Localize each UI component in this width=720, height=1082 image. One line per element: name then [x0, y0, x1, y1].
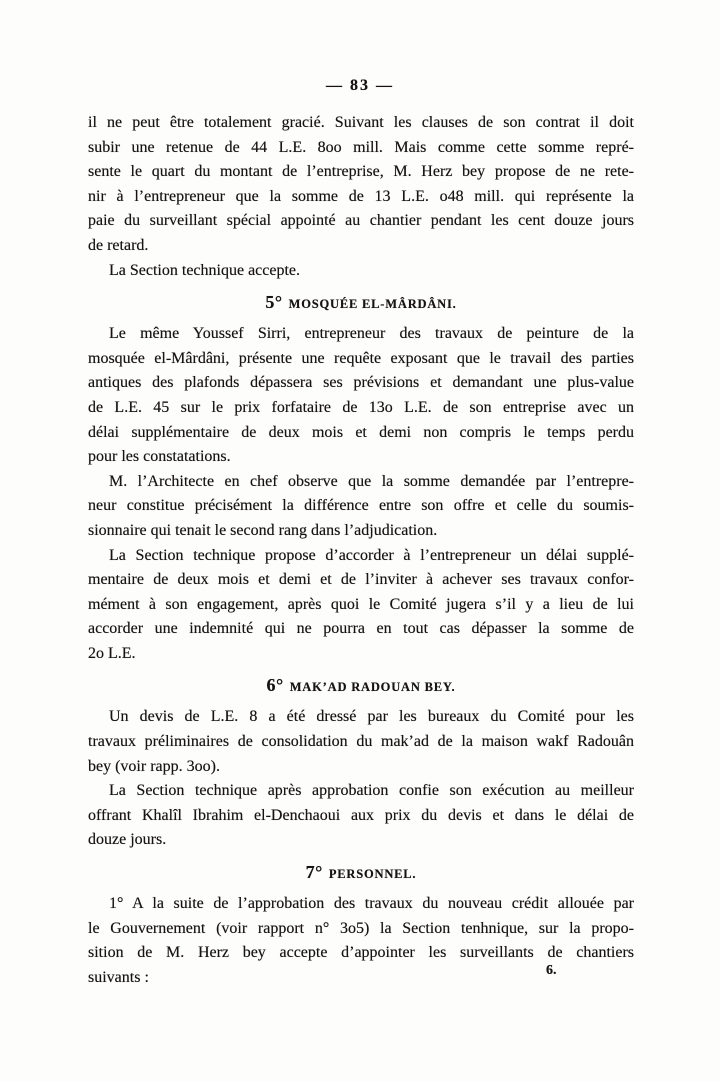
text-line: La Section technique accepte. [109, 261, 301, 279]
text-line: il ne peut être totalement gracié. Suivant les clauses de son contrat il doit [88, 114, 634, 131]
section-number: 6° [266, 675, 284, 696]
text-line: Un devis de L.E. 8 a été dressé par les bureaux du Comité pour les [109, 708, 634, 726]
text-line: nir à l’entrepreneur que la somme de 13 L.E. o48 mill. qui représente la [88, 187, 634, 205]
paragraph [88, 259, 634, 284]
paragraph [88, 322, 634, 470]
text-line: sition de M. Herz bey accepte d’appointer les surveillants de chantiers [88, 944, 634, 962]
section-number: 5° [265, 292, 283, 313]
section-heading [88, 675, 634, 697]
text-line: Le même Youssef Sirri, entrepreneur des travaux de peinture de la [109, 325, 634, 343]
text-line: sionnaire qui tenait le second rang dans l’adjudication. [88, 521, 438, 539]
text-line: délai supplémentaire de deux mois et demi non compris le temps perdu [88, 423, 634, 441]
text-line: subir une retenue de 44 L.E. 8oo mill. Mais comme cette somme repré- [88, 138, 634, 156]
text-line: de retard. [88, 236, 149, 254]
text-line: La Section technique après approbation confie son exécution au meilleur [109, 782, 634, 800]
text-line: offrant Khalîl Ibrahim el-Denchaoui aux prix du devis et dans le délai de [88, 806, 634, 824]
text-line: sente le quart du montant de l’entreprise, M. Herz bey propose de ne rete- [88, 163, 634, 181]
text-line: mentaire de deux mois et demi et de l’inviter à achever ses travaux confor- [88, 571, 634, 589]
text-line: de L.E. 45 sur le prix forfataire de 13o L.E. de son entreprise avec un [88, 398, 634, 416]
text-line: bey (voir rapp. 3oo). [88, 757, 220, 775]
section-title: PERSONNEL. [328, 867, 417, 882]
text-line: neur constitue précisément la différence entre son offre et celle du soumis- [88, 497, 634, 515]
text-line: 2o L.E. [88, 644, 136, 662]
section-title: MAK’AD RADOUAN BEY. [289, 680, 456, 695]
paragraph [88, 705, 634, 779]
paragraph [88, 779, 634, 853]
section-heading [88, 292, 634, 314]
paragraph [88, 111, 634, 259]
text-line: antiques des plafonds dépassera ses prévisions et demandant une plus-value [88, 374, 634, 392]
text-line: M. l’Architecte en chef observe que la somme demandée par l’entrepre- [109, 472, 634, 490]
text-line: mosquée el-Mârdâni, présente une requête exposant que le travail des parties [88, 349, 634, 367]
text-line: La Section technique propose d’accorder à l’entrepreneur un délai supplé- [109, 546, 634, 564]
paragraph [88, 544, 634, 667]
signature-mark: 6. [546, 963, 557, 978]
section-number: 7° [305, 862, 323, 883]
text-line: 1° A la suite de l’approbation des travaux du nouveau crédit allouée par [109, 895, 634, 913]
section-title: MOSQUÉE EL-MÂRDÂNI. [288, 297, 457, 312]
page-body [88, 111, 634, 990]
section-heading [88, 862, 634, 884]
text-line: suivants : [88, 968, 149, 986]
text-line: accorder une indemnité qui ne pourra en tout cas dépasser la somme de [88, 620, 634, 638]
text-line: pour les constatations. [88, 448, 231, 466]
text-line: travaux préliminaires de consolidation du mak’ad de la maison wakf Radouân [88, 733, 634, 751]
paragraph [88, 470, 634, 544]
text-line: mément à son engagement, après quoi le Comité jugera s’il y a lieu de lui [88, 595, 634, 613]
text-line: paie du surveillant spécial appointé au chantier pendant les cent douze jours [88, 212, 634, 230]
text-line: le Gouvernement (voir rapport n° 3o5) la Section tenhnique, sur la propo- [88, 919, 634, 937]
text-line: douze jours. [88, 831, 167, 849]
page-number: — 83 — [326, 77, 394, 94]
